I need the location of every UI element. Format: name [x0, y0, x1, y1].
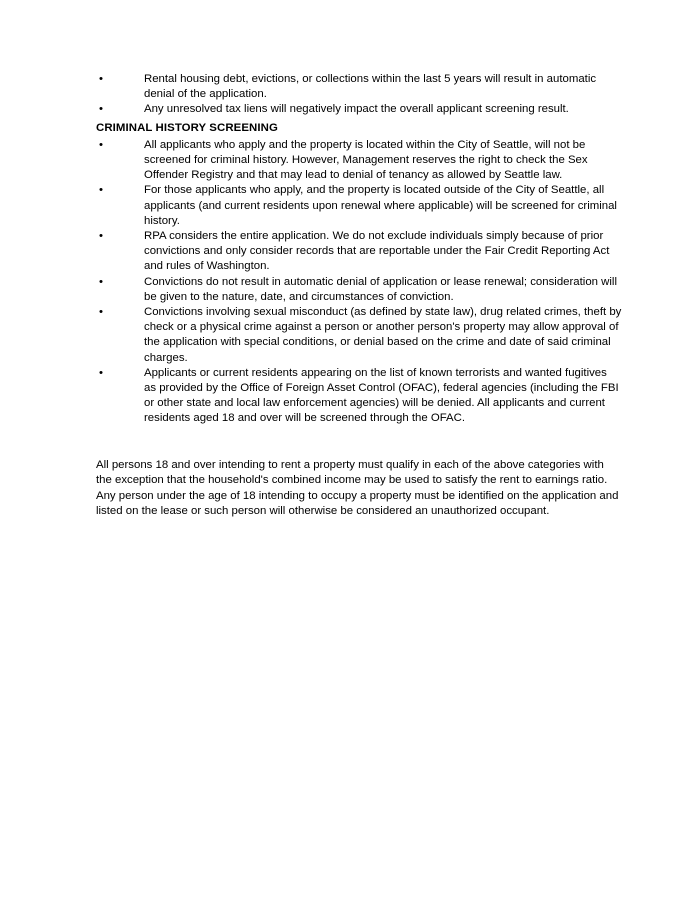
bullet-icon: • — [99, 275, 103, 288]
section-heading: CRIMINAL HISTORY SCREENING — [96, 121, 278, 134]
bullet-icon: • — [99, 73, 103, 85]
closing-paragraph: All persons 18 and over intending to rent a property must qualify in each of the above categories with the exception that the household's combined income may be used to satisfy the rent to earnings ratio. Any person under the age of 18 intending to occupy a property must be identified on the application and listed on the lease or such person will otherwise be considered an unauthorized occupant. — [96, 458, 619, 518]
closing-paragraph-block — [96, 458, 622, 520]
bullet-icon: • — [99, 366, 103, 379]
bullet-icon: • — [99, 138, 103, 151]
list-item — [96, 183, 622, 229]
list-item — [96, 72, 622, 102]
list-item — [96, 102, 622, 117]
list-item — [96, 366, 622, 427]
list-item-text: Convictions do not result in automatic denial of application or lease renewal; consideration will be given to the nature, date, and circumstances of conviction. — [144, 275, 617, 303]
criminal-history-bullet-list — [96, 138, 622, 427]
list-item-text: For those applicants who apply, and the property is located outside of the City of Seattle, all applicants (and current residents upon renewal where applicable) will be screened for criminal history. — [144, 184, 617, 227]
document-body — [96, 72, 622, 520]
bullet-icon: • — [99, 103, 103, 116]
list-item-text: All applicants who apply and the property is located within the City of Seattle, will not be screened for criminal history. However, Management reserves the right to check the Sex Offender Registry and that may lead to denial of tenancy as allowed by Seattle law. — [144, 138, 588, 182]
list-item — [96, 275, 622, 305]
list-item-text: Rental housing debt, evictions, or collections within the last 5 years will result in automatic denial of the application. — [144, 73, 597, 101]
bullet-icon: • — [99, 306, 103, 319]
top-bullet-list — [96, 72, 622, 118]
list-item — [96, 229, 622, 275]
bullet-icon: • — [99, 184, 103, 197]
list-item-text: RPA considers the entire application. We do not exclude individuals simply because of prior convictions and only consider records that are reportable under the Fair Credit Reporting Act and rules of Washington. — [144, 230, 610, 273]
list-item-text: Any unresolved tax liens will negatively impact the overall applicant screening result. — [144, 103, 569, 116]
list-item — [96, 138, 622, 184]
bullet-icon: • — [99, 230, 103, 243]
list-item-text: Convictions involving sexual misconduct (as defined by state law), drug related crimes, theft by check or a physical crime against a person or another person's property may allow approval of the application with special conditions, or denial based on the crime and date of said criminal charges. — [144, 306, 622, 364]
list-item — [96, 305, 622, 366]
list-item-text: Applicants or current residents appearing on the list of known terrorists and wanted fugitives as provided by the Office of Foreign Asset Control (OFAC), federal agencies (including the FBI or other state and local law enforcement agencies) will be denied. All applicants and current residents aged 18 and over will be screened through the OFAC. — [144, 366, 619, 425]
